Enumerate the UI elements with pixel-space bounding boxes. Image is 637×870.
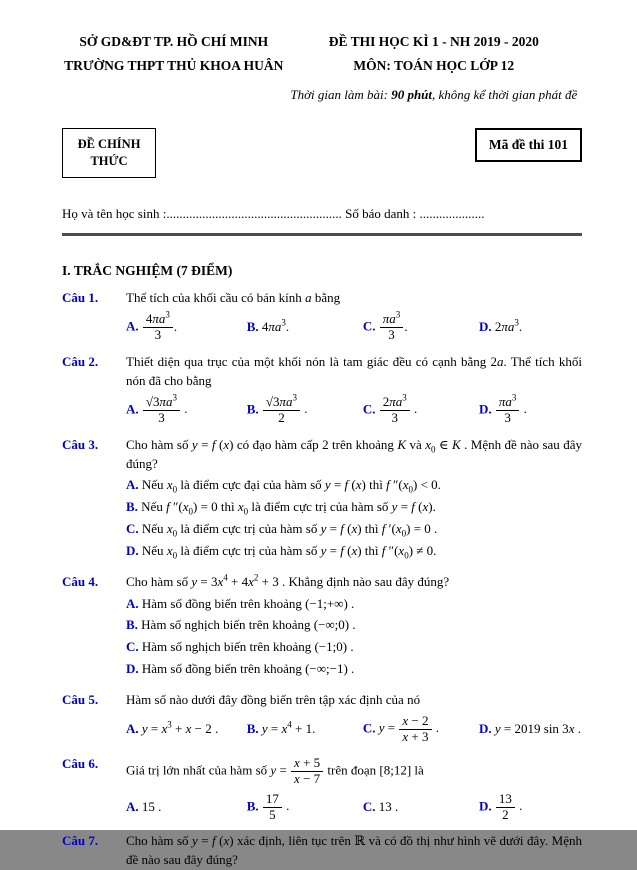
option-B [247, 791, 359, 824]
option-key: D. [126, 542, 139, 558]
option-A [126, 394, 243, 427]
question-text: Cho hàm số y = f (x) có đạo hàm cấp 2 trên khoảng K và $x_0$ ∈ K . Mệnh đề nào sau đây đúng? [126, 436, 582, 471]
option-B [126, 498, 582, 517]
option-B [247, 318, 359, 337]
option-D [479, 791, 582, 824]
questions [62, 289, 582, 870]
option-key: A. [126, 595, 139, 611]
question-5 [62, 691, 582, 746]
option-value: y = 2019 sin 3x . [494, 720, 581, 736]
option-key: D. [479, 401, 492, 417]
option-D [126, 660, 582, 679]
option-value: Hàm số nghịch biến trên khoảng (−∞;0) . [141, 617, 356, 633]
option-value: $\frac{13}{2}$ . [495, 798, 523, 813]
question-text: Cho hàm số y = f (x) xác định, liên tục trên ℝ và có đồ thị như hình vẽ dưới đây. Mệnh đề nào sau đây đúng? [126, 833, 582, 868]
option-A [126, 595, 582, 614]
question-4 [62, 573, 582, 682]
option-key: C. [126, 521, 139, 537]
option-key: C. [362, 401, 376, 417]
option-C [126, 638, 582, 657]
question-text: Cho hàm số $y = 3x^4 + 4x^2 + 3$ . Khẳng định nào sau đây đúng? [126, 572, 450, 589]
option-B [126, 616, 582, 635]
section-title: I. TRẮC NGHIỆM (7 ĐIỂM) [62, 262, 233, 278]
official-exam-box [62, 128, 156, 178]
option-key: C. [362, 798, 376, 814]
option-C [363, 798, 475, 817]
option-key: D. [479, 319, 492, 335]
option-value: $4\pi a^3$. [261, 317, 290, 335]
option-C [363, 394, 475, 427]
option-key: B. [246, 401, 259, 417]
official-box-line1: ĐỀ CHÍNH [77, 137, 141, 151]
department-name: SỞ GD&ĐT TP. HỒ CHÍ MINH [79, 34, 269, 49]
question-label: Câu 7. [62, 833, 99, 849]
header-school-block [62, 30, 286, 107]
option-key: B. [126, 499, 138, 515]
boxes-row [62, 128, 582, 178]
question-3 [62, 436, 582, 564]
question-label: Câu 2. [62, 354, 99, 370]
option-value: $\frac{4\pi a^3}{3}$ . [142, 319, 177, 334]
time-note [286, 83, 582, 107]
option-value: Hàm số đồng biến trên khoảng (−1;+∞) . [141, 595, 355, 611]
official-box-line2: THỨC [90, 154, 128, 168]
school-name: TRƯỜNG THPT THỦ KHOA HUÂN [64, 58, 284, 73]
option-key: A. [126, 720, 139, 736]
options [126, 394, 582, 427]
option-B [247, 720, 359, 739]
divider-rule [62, 233, 582, 236]
option-value: Nếu f $''(x_0) = 0$ thì $x_0$ là điểm cực trị của hàm số y = f (x). [141, 499, 436, 517]
question-2 [62, 353, 582, 427]
question-label: Câu 5. [62, 691, 99, 707]
option-C [126, 520, 582, 539]
option-key: C. [362, 720, 376, 736]
option-key: B. [246, 720, 259, 736]
option-value: $\frac{\pi a^3}{3}$ . [495, 401, 527, 416]
option-value: $y = x^3 + x - 2$ . [141, 719, 219, 736]
option-key: A. [126, 401, 139, 417]
option-value: $\frac{√3\pi a^3}{3}$ . [142, 401, 188, 416]
option-C [363, 713, 475, 746]
option-value: $y = x^4 + 1$. [261, 719, 316, 736]
option-key: B. [126, 617, 138, 633]
option-key: D. [479, 720, 492, 736]
option-A [126, 798, 243, 817]
option-value: y = $\frac{x - 2}{x + 3}$ . [378, 712, 439, 744]
option-value: Hàm số đồng biến trên khoảng (−∞;−1) . [141, 661, 355, 677]
options [126, 476, 582, 560]
option-value: 13 . [378, 798, 399, 814]
option-A [126, 311, 243, 344]
options [126, 713, 582, 746]
option-value: Hàm số nghịch biến trên khoảng (−1;0) . [141, 639, 354, 655]
question-label: Câu 4. [62, 573, 99, 589]
time-note-suffix: , không kể thời gian phát đề [432, 87, 578, 102]
option-D [126, 542, 582, 561]
question-label: Câu 3. [62, 436, 99, 452]
option-key: B. [246, 319, 259, 335]
question-1 [62, 289, 582, 344]
option-A [126, 476, 582, 495]
exam-title: ĐỀ THI HỌC KÌ 1 - NH 2019 - 2020 [328, 34, 539, 49]
option-key: D. [479, 797, 492, 813]
exam-header [62, 30, 582, 107]
option-key: C. [126, 639, 139, 655]
question-text: Hàm số nào dưới đây đồng biến trên tập xác định của nó [126, 691, 421, 707]
option-key: D. [126, 661, 139, 677]
time-note-prefix: Thời gian làm bài: [290, 87, 392, 102]
header-exam-block [286, 30, 582, 107]
option-B [247, 394, 359, 427]
options [126, 311, 582, 344]
option-value: $\frac{√3\pi a^3}{2}$ . [262, 401, 308, 416]
option-value: Nếu $x_0$ là điểm cực trị của hàm số y = f (x) thì f $'(x_0) = 0$ . [141, 521, 438, 539]
option-key: B. [246, 797, 259, 813]
option-C [363, 311, 475, 344]
option-value: $2\pi a^3$. [494, 317, 523, 335]
option-key: A. [126, 798, 139, 814]
option-key: C. [362, 318, 376, 334]
question-label: Câu 1. [62, 290, 99, 306]
option-A [126, 720, 243, 739]
question-label: Câu 6. [62, 755, 99, 771]
question-6 [62, 755, 582, 824]
student-name-line: Họ và tên học sinh :...................................................... Số báo danh : .................... [62, 206, 485, 221]
question-text: Giá trị lớn nhất của hàm số y = $\frac{x + 5}{x - 7}$ trên đoạn [8;12] là [126, 754, 424, 786]
option-value: $\frac{2\pi a^3}{3}$ . [379, 401, 418, 416]
question-text: Thể tích của khối cầu có bán kính a bằng [126, 290, 341, 306]
option-value: Nếu $x_0$ là điểm cực đại của hàm số y = f (x) thì f $''(x_0) < 0$. [141, 477, 441, 495]
exam-subject: MÔN: TOÁN HỌC LỚP 12 [353, 58, 515, 73]
question-text: Thiết diện qua trục của một khối nón là tam giác đều có cạnh bằng 2a. Thể tích khối nón đã cho bằng [126, 354, 582, 388]
option-key: A. [126, 477, 139, 493]
time-note-duration: 90 phút [391, 87, 433, 102]
option-D [479, 720, 582, 739]
option-D [479, 318, 582, 337]
option-value: 15 . [141, 798, 162, 814]
option-value: $\frac{17}{5}$ . [262, 798, 290, 813]
option-value: $\frac{\pi a^3}{3}$ . [379, 319, 408, 334]
exam-code-box: Mã đề thi 101 [475, 128, 582, 162]
option-value: Nếu $x_0$ là điểm cực trị của hàm số y = f (x) thì f $''(x_0) \ne 0$. [141, 542, 437, 561]
option-D [479, 394, 582, 427]
option-key: A. [126, 318, 139, 334]
options [126, 791, 582, 824]
options [126, 595, 582, 679]
question-7 [62, 832, 582, 870]
